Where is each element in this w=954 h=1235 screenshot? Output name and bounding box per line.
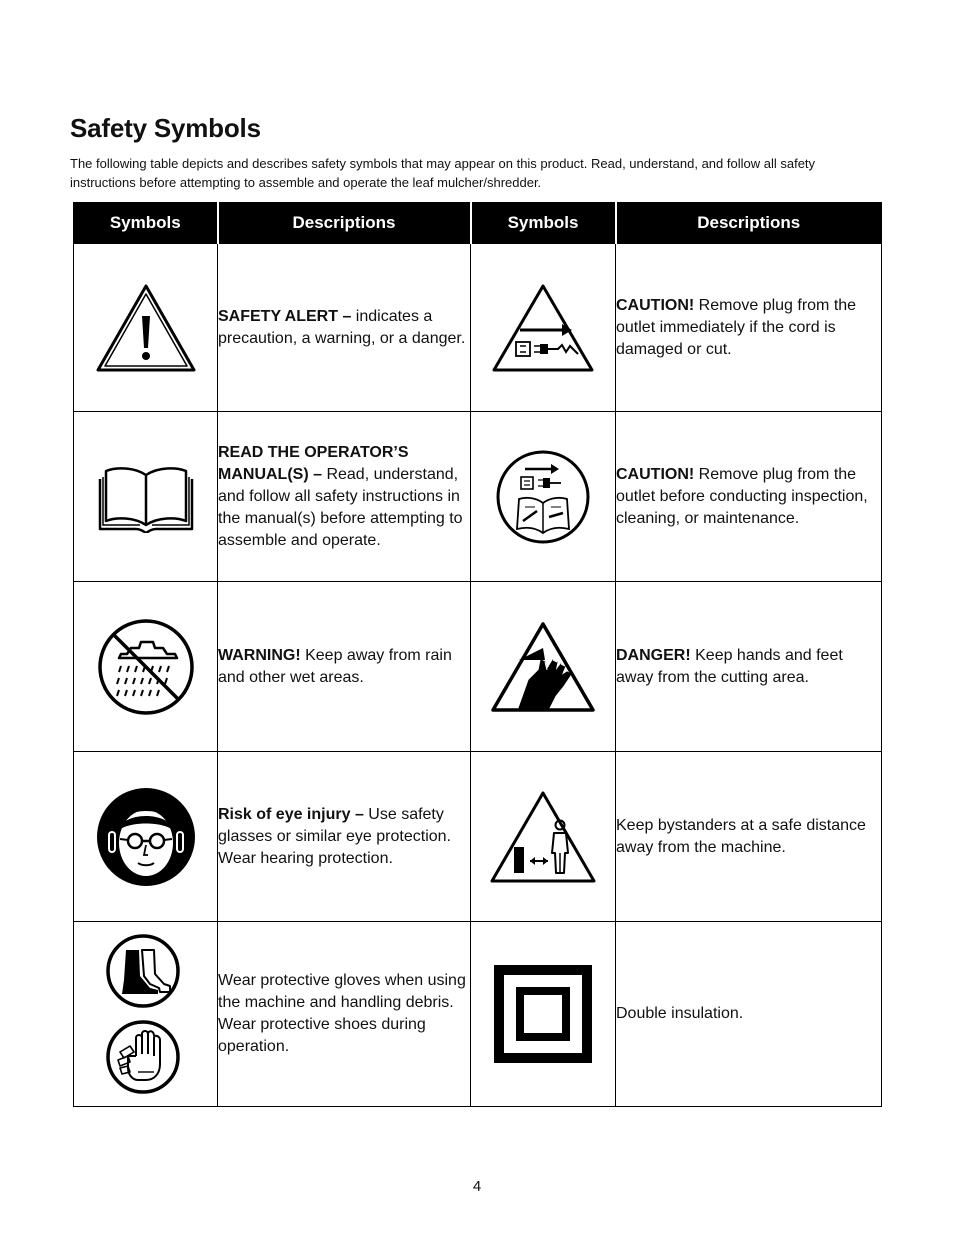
table-row [74, 412, 882, 582]
symbol-cell [471, 412, 616, 582]
no-rain-icon [74, 618, 217, 716]
description-text: Keep hands and feet away from the cutting area. [616, 646, 843, 686]
description-lead: Risk of eye injury – [218, 805, 364, 823]
description-lead: READ THE OPERATOR’S MANUAL(S) – [218, 443, 409, 483]
page-number: 4 [472, 1178, 482, 1195]
table-row [74, 752, 882, 922]
hand-cutting-hazard-icon [471, 620, 615, 714]
remove-plug-maintenance-icon [471, 449, 615, 545]
intro-paragraph: The following table depicts and describes safety symbols that may appear on this product. Read, understand, and follow all safety instructions before attempting to assemble and operate the leaf mulcher/shredder. [70, 156, 816, 190]
header-descriptions-2: Descriptions [616, 203, 882, 244]
description-text: Keep away from rain and other wet areas. [218, 646, 452, 686]
keep-bystanders-away-icon [471, 789, 615, 885]
description-cell [616, 922, 882, 1107]
table-header-row [74, 203, 882, 244]
description-text: Double insulation. [616, 1005, 744, 1022]
symbol-cell [74, 244, 218, 412]
description-text: Wear protective gloves when using the machine and handling debris. Wear protective shoes during operation. [218, 972, 466, 1055]
description-lead: CAUTION! [616, 296, 695, 314]
description-lead: SAFETY ALERT – [218, 307, 352, 325]
description-cell [218, 922, 471, 1107]
description-cell [218, 752, 471, 922]
description-cell [616, 412, 882, 582]
header-symbols-1: Symbols [74, 203, 218, 244]
symbol-cell [74, 412, 218, 582]
description-text: indicates a precaution, a warning, or a danger. [218, 307, 466, 347]
table-row [74, 922, 882, 1107]
description-lead: DANGER! [616, 646, 691, 664]
table-row [74, 244, 882, 412]
protective-gloves-icon [108, 1022, 178, 1092]
symbol-cell [74, 922, 218, 1107]
description-cell [218, 582, 471, 752]
symbol-cell [471, 752, 616, 922]
description-text: Keep bystanders at a safe distance away from the machine. [616, 816, 866, 856]
description-cell [616, 244, 882, 412]
description-lead: CAUTION! [616, 465, 695, 483]
table-row [74, 582, 882, 752]
description-text: Remove plug from the outlet before conducting inspection, cleaning, or maintenance. [616, 465, 868, 527]
protective-boots-icon [108, 936, 178, 1006]
safety-symbols-table [73, 202, 882, 1107]
description-cell [218, 412, 471, 582]
symbol-cell [471, 922, 616, 1107]
protective-boots-gloves-icon [74, 934, 217, 1094]
remove-plug-damaged-cord-icon [471, 282, 615, 374]
description-cell [218, 244, 471, 412]
double-insulation-icon [471, 965, 615, 1063]
eye-ear-protection-icon [74, 785, 217, 889]
header-descriptions-1: Descriptions [218, 203, 471, 244]
symbol-cell [74, 752, 218, 922]
description-lead: WARNING! [218, 646, 301, 664]
description-text: Remove plug from the outlet immediately if the cord is damaged or cut. [616, 296, 857, 358]
operator-manual-book-icon [74, 461, 217, 533]
symbol-cell [74, 582, 218, 752]
description-text: Use safety glasses or similar eye protection. Wear hearing protection. [218, 805, 451, 867]
header-symbols-2: Symbols [471, 203, 616, 244]
safety-alert-triangle-icon [74, 282, 217, 374]
symbol-cell [471, 582, 616, 752]
description-cell [616, 582, 882, 752]
symbol-cell [471, 244, 616, 412]
description-text: Read, understand, and follow all safety instructions in the manual(s) before attempting to assemble and operate. [218, 465, 463, 549]
description-cell [616, 752, 882, 922]
page-title: Safety Symbols [70, 113, 261, 143]
